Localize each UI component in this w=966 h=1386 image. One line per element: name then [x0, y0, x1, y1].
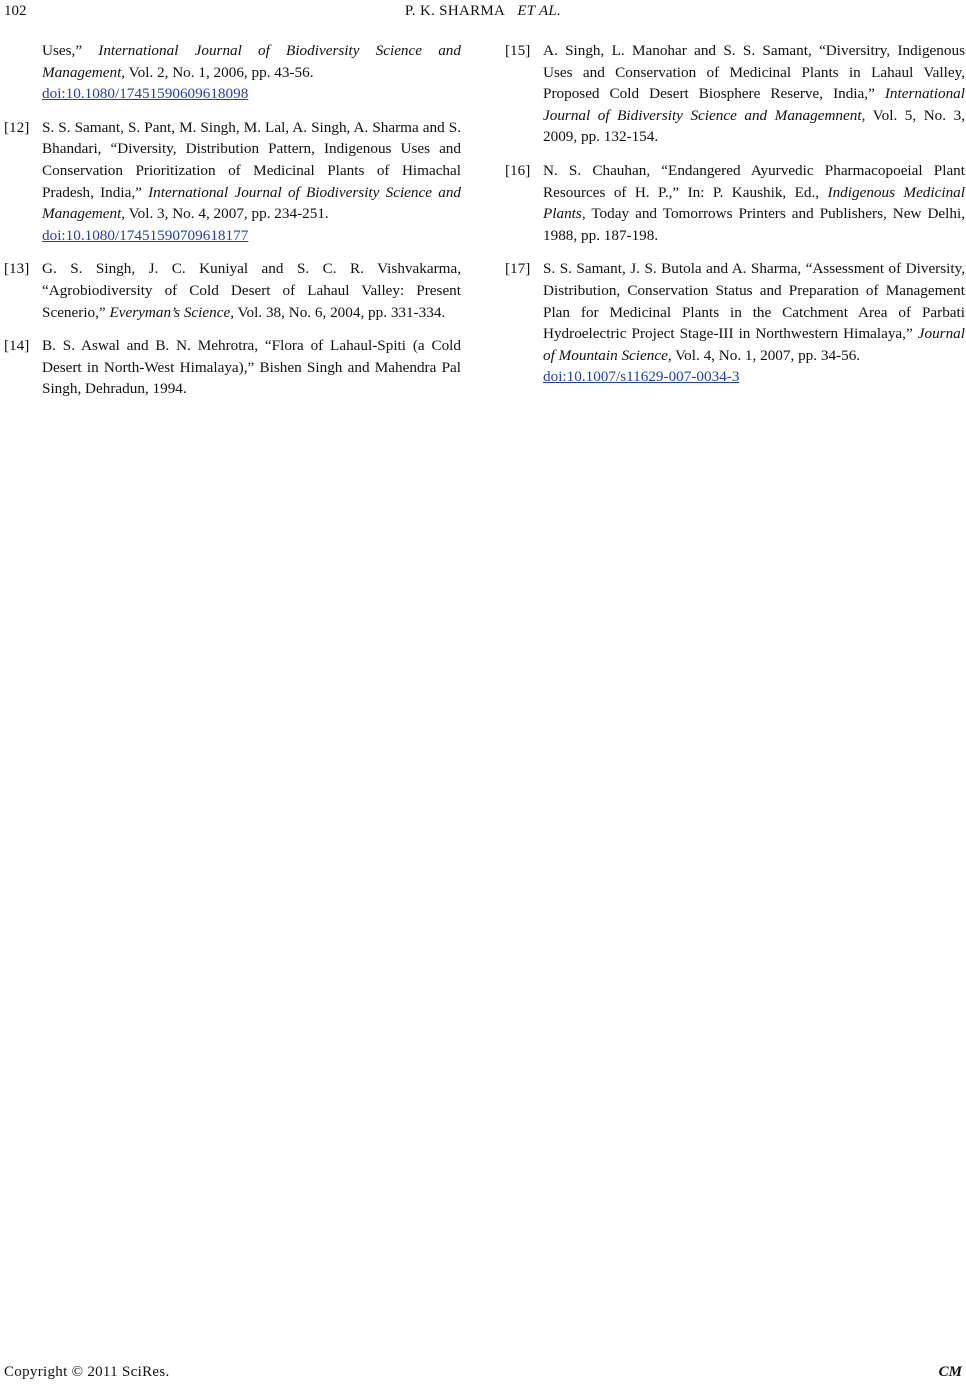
reference-journal: International Journal of Bidiversity Science and Managemnent — [543, 85, 965, 124]
doi-link[interactable]: doi:10.1080/17451590609618098 — [42, 85, 249, 103]
reference-details: , Vol. 3, No. 4, 2007, pp. 234-251. — [121, 205, 329, 223]
reference-13 — [4, 258, 461, 323]
reference-number: [14] — [4, 337, 30, 355]
reference-text: B. S. Aswal and B. N. Mehrotra, “Flora of Lahaul-Spiti (a Cold Desert in North-West Himalaya),” Bishen Singh and Mahendra Pal Singh, Dehradun, 1994. — [42, 337, 461, 398]
reference-journal: International Journal of Biodiversity Science and Management — [42, 183, 462, 223]
reference-text: S. S. Samant, J. S. Butola and A. Sharma, “Assessment of Diversity, Distribution, Conservation Status and Preparation of Management Plan for Medicinal Plants in the Catchment Area of Parbati Hydroelectric Project Stage-III in Northwestern Himalaya,” — [543, 260, 965, 343]
reference-number: [16] — [505, 161, 531, 179]
reference-12 — [4, 117, 461, 247]
page-number: 102 — [4, 3, 27, 19]
reference-number: [12] — [4, 118, 30, 136]
page-header — [0, 0, 966, 30]
reference-text: S. S. Samant, S. Pant, M. Singh, M. Lal, A. Singh, A. Sharma and S. Bhandari, “Diversity, Distribution Pattern, Indigenous Uses and Conservation Prioritization of Medicinal Plants of Himachal Pradesh, India,” — [42, 118, 461, 201]
reference-details: , Vol. 5, No. 3, 2009, pp. 132-154. — [543, 106, 966, 146]
reference-17 — [505, 258, 965, 388]
reference-number: [15] — [505, 42, 531, 59]
copyright-notice: Copyright © 2011 SciRes. — [4, 1364, 170, 1380]
running-head-etal: ET AL. — [517, 3, 562, 19]
reference-journal: Indigenous Medicinal Plants — [543, 183, 965, 223]
reference-16 — [505, 160, 965, 246]
reference-text: Uses,” — [42, 42, 99, 59]
reference-text: G. S. Singh, J. C. Kuniyal and S. C. R. Vishvakarma, “Agrobiodiversity of Cold Desert of Lahaul Valley: Present Scenerio,” — [42, 260, 461, 321]
running-head-author: P. K. SHARMA — [404, 3, 506, 19]
reference-details: , Vol. 4, No. 1, 2007, pp. 34-56. — [667, 346, 861, 364]
reference-journal: Everyman’s Science — [109, 303, 231, 321]
reference-details: , Today and Tomorrows Printers and Publishers, New Delhi, 1988, pp. 187-198. — [543, 205, 965, 244]
reference-text: A. Singh, L. Manohar and S. S. Samant, “Diversitry, Indigenous Uses and Conservation of Medicinal Plants in Lahaul Valley, Proposed Cold Desert Biosphere Reserve, India,” — [543, 42, 965, 103]
reference-number: [17] — [505, 260, 531, 278]
reference-14 — [4, 335, 461, 400]
reference-journal: Journal of Mountain Science — [543, 325, 965, 364]
doi-link[interactable]: doi:10.1007/s11629-007-0034-3 — [543, 368, 740, 386]
reference-number: [13] — [4, 260, 30, 278]
journal-abbreviation: CM — [938, 1364, 962, 1380]
reference-15 — [505, 40, 965, 148]
running-head — [0, 3, 966, 20]
page-footer — [0, 1364, 966, 1386]
reference-details: , Vol. 2, No. 1, 2006, pp. 43-56. — [121, 63, 314, 81]
doi-link[interactable]: doi:10.1080/17451590709618177 — [42, 226, 249, 244]
reference-details: , Vol. 38, No. 6, 2004, pp. 331-334. — [230, 303, 446, 321]
right-column — [505, 40, 965, 400]
reference-continuation — [4, 40, 461, 105]
reference-text: N. S. Chauhan, “Endangered Ayurvedic Pharmacopoeial Plant Resources of H. P.,” In: P. Kaushik, Ed., — [543, 161, 965, 201]
left-column — [4, 40, 461, 412]
reference-journal: International Journal of Biodiversity Science and Management — [42, 42, 461, 81]
